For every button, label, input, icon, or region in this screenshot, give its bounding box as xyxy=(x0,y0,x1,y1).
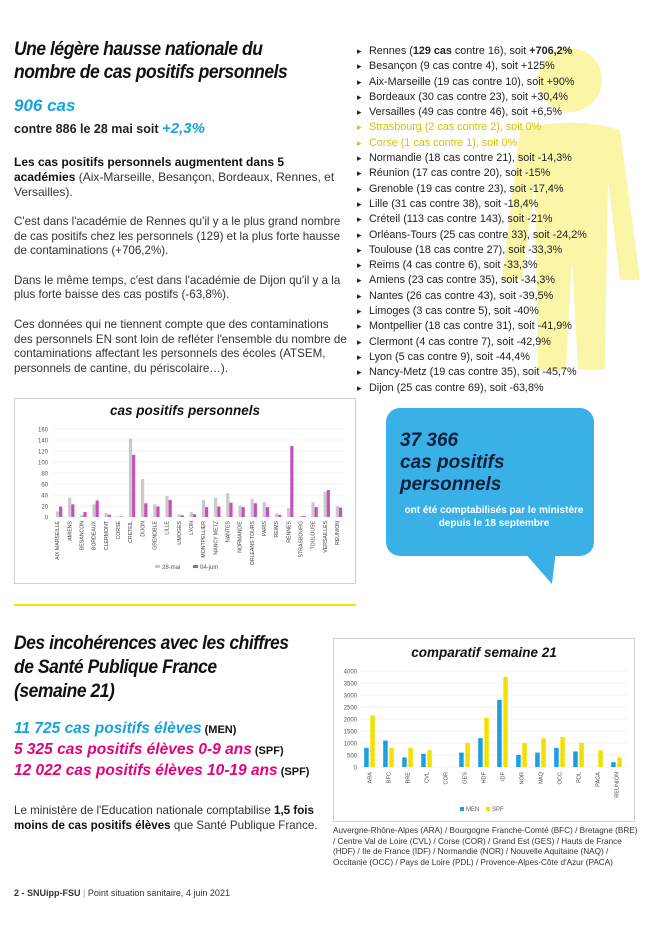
chart-title: comparatif semaine 21 xyxy=(411,645,557,660)
bar xyxy=(327,490,330,517)
x-tick-label: LILLE xyxy=(164,521,171,535)
bar xyxy=(92,504,95,517)
bar xyxy=(315,507,318,517)
x-tick-label: PARIS xyxy=(261,521,268,537)
bar xyxy=(459,753,464,767)
total-cases: 906 cas xyxy=(14,96,76,115)
x-tick-label: HDF xyxy=(481,772,488,784)
legend-label: MEN xyxy=(466,807,480,813)
bar xyxy=(96,501,99,518)
bar xyxy=(408,748,413,767)
bar xyxy=(287,508,290,517)
x-tick-label: VERSAILLES xyxy=(322,521,329,553)
bar xyxy=(165,496,168,517)
bar xyxy=(617,757,622,767)
bar xyxy=(214,498,217,517)
bar xyxy=(503,677,508,767)
bar xyxy=(202,500,205,517)
y-tick-label: 60 xyxy=(41,482,48,489)
bar xyxy=(611,762,616,767)
footer-separator: | xyxy=(83,888,88,898)
bar xyxy=(156,507,159,517)
x-tick-label: ORLEANS TOURS xyxy=(249,521,256,566)
legend-label: SPF xyxy=(492,807,504,813)
bar xyxy=(129,438,132,517)
x-tick-label: COR xyxy=(443,772,450,785)
x-tick-label: BRE xyxy=(405,772,412,784)
list-item: ▸ Bordeaux (30 cas contre 23), soit +30,4% xyxy=(357,90,647,105)
x-tick-label: REUNION xyxy=(334,521,341,545)
bar xyxy=(522,743,527,767)
bar xyxy=(554,748,559,767)
bubble-number: 37 366 xyxy=(400,430,459,451)
chart-canvas xyxy=(334,639,634,821)
bar xyxy=(311,502,314,517)
list-item: ▸ Normandie (18 cas contre 21), soit -14,3% xyxy=(357,151,647,166)
bar xyxy=(290,446,293,517)
list-item: ▸ Lille (31 cas contre 38), soit -18,4% xyxy=(357,197,647,212)
y-tick-label: 40 xyxy=(41,493,48,500)
highlight-bubble xyxy=(386,408,594,556)
y-tick-label: 3500 xyxy=(343,681,357,688)
paragraph-3: Dans le même temps, c'est dans l'académie de Dijon qu'il y a la plus forte baisse des cas postifs (-63,8%). xyxy=(14,273,341,302)
y-tick-label: 1000 xyxy=(343,741,357,748)
x-tick-label: BESANCON xyxy=(79,521,86,551)
x-tick-label: BORDEAUX xyxy=(91,521,98,551)
paragraph-1-rest: (Aix-Marseille, Besançon, Bordeaux, Rennes, et Versailles). xyxy=(14,170,335,199)
bar xyxy=(383,741,388,767)
legend-label: 04-juin xyxy=(200,565,219,571)
y-tick-label: 120 xyxy=(37,449,48,456)
list-item: ▸ Amiens (23 cas contre 35), soit -34,3% xyxy=(357,273,647,288)
chart-canvas xyxy=(15,399,355,583)
x-tick-label: STRASBOURG xyxy=(298,521,305,558)
stat-value: 11 725 cas positifs élèves xyxy=(14,720,202,737)
academy-cases: 129 cas xyxy=(412,45,452,57)
bar xyxy=(336,506,339,517)
x-tick-label: NANTES xyxy=(225,521,232,543)
y-tick-label: 140 xyxy=(37,438,48,445)
bar xyxy=(478,738,483,767)
list-item: ▸ Nantes (26 cas contre 43), soit -39,5% xyxy=(357,289,647,304)
bar xyxy=(229,503,232,517)
x-tick-label: MONTPELLIER xyxy=(201,521,208,558)
bar xyxy=(153,504,156,517)
footer xyxy=(14,888,230,898)
x-tick-label: PDL xyxy=(576,772,583,783)
title-line: nombre de cas positifs personnels xyxy=(14,62,288,83)
list-item: ▸ Montpellier (18 cas contre 31), soit -41,9% xyxy=(357,319,647,334)
bar xyxy=(120,516,123,517)
bar xyxy=(68,498,71,517)
list-item: ▸ Besançon (9 cas contre 4), soit +125% xyxy=(357,59,647,74)
bar xyxy=(59,507,62,517)
y-tick-label: 500 xyxy=(346,753,357,760)
bar xyxy=(141,479,144,517)
bar xyxy=(193,514,196,517)
x-tick-label: AMIENS xyxy=(67,521,74,541)
bar xyxy=(402,757,407,767)
bar xyxy=(254,503,257,517)
y-tick-label: 3000 xyxy=(343,693,357,700)
conclusion-text: que Santé Publique France. xyxy=(170,818,318,832)
y-tick-label: 160 xyxy=(37,427,48,434)
title-line: Des incohérences avec les chiffres xyxy=(14,633,289,654)
list-item xyxy=(357,44,647,59)
chart-comparatif xyxy=(333,638,635,822)
paragraphs xyxy=(14,155,347,376)
y-tick-label: 2500 xyxy=(343,705,357,712)
x-tick-label: GRENOBLE xyxy=(152,521,159,550)
section2-title xyxy=(14,632,345,704)
footer-text: Point situation sanitaire, 4 juin 2021 xyxy=(87,888,230,898)
bar xyxy=(242,507,245,517)
comparison-line xyxy=(14,120,205,137)
stat-source: (SPF) xyxy=(251,745,284,757)
bar xyxy=(71,504,74,517)
bar xyxy=(339,508,342,517)
bar xyxy=(427,750,432,767)
list-item: ▸ Versailles (49 cas contre 46), soit +6,5% xyxy=(357,105,647,120)
list-item: ▸ Grenoble (19 cas contre 23), soit -17,4% xyxy=(357,182,647,197)
bar xyxy=(205,507,208,517)
list-item: ▸ Lyon (5 cas contre 9), soit -44,4% xyxy=(357,350,647,365)
comparison-percent: +2,3% xyxy=(162,120,205,137)
x-tick-label: PACA xyxy=(595,772,602,787)
y-tick-label: 0 xyxy=(353,765,357,772)
x-tick-label: REUNION xyxy=(614,772,621,798)
bar xyxy=(169,500,172,517)
bar xyxy=(80,515,83,517)
bar xyxy=(370,715,375,767)
x-tick-label: IDF xyxy=(500,772,507,782)
bubble-headline xyxy=(400,430,505,496)
conclusion-paragraph xyxy=(14,804,332,833)
x-tick-label: BFC xyxy=(386,772,393,784)
bubble-subtext: ont été comptabilisés par le ministère depuis le 18 septembre xyxy=(404,505,584,529)
x-tick-label: GES xyxy=(462,772,469,784)
bar xyxy=(132,455,135,517)
academy-percent: +706,2% xyxy=(529,45,573,57)
bar xyxy=(83,512,86,517)
conclusion-text: Le ministère de l'Education nationale comptabilise xyxy=(14,804,275,817)
bar xyxy=(324,492,327,517)
footer-page: 2 - SNUipp-FSU xyxy=(14,888,81,898)
legend-swatch xyxy=(460,807,464,811)
bar xyxy=(421,754,426,767)
x-tick-label: DIJON xyxy=(140,521,147,537)
x-tick-label: CRETEIL xyxy=(128,521,135,543)
list-item: ▸ Toulouse (18 cas contre 27), soit -33,3% xyxy=(357,243,647,258)
x-tick-label: CORSE xyxy=(115,521,122,540)
bubble-line: personnels xyxy=(400,474,502,495)
x-tick-label: NORMANDIE xyxy=(237,521,244,553)
list-item: ▸ Aix-Marseille (19 cas contre 10), soit +90% xyxy=(357,75,647,90)
stats-block xyxy=(14,720,309,783)
academy-name: Rennes xyxy=(369,45,407,57)
bar xyxy=(263,502,266,517)
bar xyxy=(598,750,603,767)
stat-spf-0-9 xyxy=(14,741,309,762)
y-tick-label: 1500 xyxy=(343,729,357,736)
bar xyxy=(181,515,184,517)
bar xyxy=(497,700,502,767)
x-tick-label: NOR xyxy=(519,772,526,785)
bar xyxy=(266,507,269,517)
x-tick-label: ARA xyxy=(367,772,374,784)
stat-value: 12 022 cas positifs élèves 10-19 ans xyxy=(14,762,278,779)
legend-swatch xyxy=(155,565,160,568)
chart-personnels xyxy=(14,398,356,584)
x-tick-label: TOULOUSE xyxy=(310,521,317,550)
y-tick-label: 2000 xyxy=(343,717,357,724)
stat-men xyxy=(14,720,309,741)
academy-detail: ( xyxy=(406,45,413,57)
bar xyxy=(226,493,229,517)
legend-label: 28-mai xyxy=(162,565,181,571)
y-tick-label: 80 xyxy=(41,471,48,478)
x-tick-label: REIMS xyxy=(274,521,281,538)
list-item: ▸ Nancy-Metz (19 cas contre 35), soit -45,7% xyxy=(357,365,647,380)
paragraph-1-bold: Les cas positifs personnels augmentent dans 5 académies xyxy=(14,155,285,184)
y-tick-label: 100 xyxy=(37,460,48,467)
bar xyxy=(275,514,278,517)
bar xyxy=(238,505,241,517)
bubble-line: cas positifs xyxy=(400,452,505,473)
paragraph-4: Ces données qui ne tiennent compte que des contaminations des personnels EN sont loin de refléter l'ensemble du nombre de contaminations affectant les personnels des écoles (ATSEM, personnels de cantine, du périscolaire…). xyxy=(14,317,347,375)
section-divider xyxy=(14,604,356,606)
legend-swatch xyxy=(486,807,490,811)
y-tick-label: 4000 xyxy=(343,669,357,676)
title-line: de Santé Publique France xyxy=(14,657,217,678)
x-tick-label: NAQ xyxy=(538,772,545,785)
stat-source: (SPF) xyxy=(277,766,310,778)
x-tick-label: RENNES xyxy=(286,521,293,543)
title-line: Une légère hausse nationale du xyxy=(14,39,263,60)
bar xyxy=(579,743,584,767)
bar xyxy=(535,753,540,767)
x-tick-label: OCC xyxy=(557,772,564,785)
bar xyxy=(516,755,521,767)
bar xyxy=(573,751,578,767)
legend-swatch xyxy=(193,565,198,568)
x-tick-label: LYON xyxy=(188,521,195,535)
bar xyxy=(302,516,305,517)
region-legend: Auvergne-Rhône-Alpes (ARA) / Bourgogne Franche-Comté (BFC) / Bretagne (BRE) / Centre Val de Loire (CVL) / Corse (COR) / Grand Est (GES) / Hauts de France (HDF) / Ile de France (IDF) / Normandie (NOR) / Nouvelle Aquitaine (NAQ) / Occitanie (OCC) / Pays de Loire (PDL) / Provence-Alpes-Côte d'Azur (PACA) xyxy=(333,826,638,867)
list-item: ▸ Strasbourg (2 cas contre 2), soit 0% xyxy=(357,120,647,135)
bar xyxy=(190,512,193,517)
bar xyxy=(389,748,394,767)
academies-list xyxy=(357,44,647,396)
list-item: ▸ Réunion (17 cas contre 20), soit -15% xyxy=(357,166,647,181)
x-tick-label: LIMOGES xyxy=(176,521,183,545)
x-tick-label: AIX MARSEILLE xyxy=(55,521,62,560)
stat-value: 5 325 cas positifs élèves 0-9 ans xyxy=(14,741,252,758)
list-item: ▸ Orléans-Tours (25 cas contre 33), soit -24,2% xyxy=(357,228,647,243)
bar xyxy=(108,515,111,517)
bar xyxy=(465,743,470,767)
bar xyxy=(217,507,220,517)
bar xyxy=(251,499,254,517)
y-tick-label: 20 xyxy=(41,504,48,511)
list-item: ▸ Limoges (3 cas contre 5), soit -40% xyxy=(357,304,647,319)
y-tick-label: 0 xyxy=(44,515,48,522)
list-item: ▸ Dijon (25 cas contre 69), soit -63,8% xyxy=(357,381,647,396)
paragraph-2: C'est dans l'académie de Rennes qu'il y a le plus grand nombre de cas positifs chez les personnels (129) et la plus forte hausse de contaminations (+706,2%). xyxy=(14,215,341,258)
section-title xyxy=(14,38,345,84)
bar xyxy=(541,738,546,767)
bar xyxy=(560,737,565,767)
bar xyxy=(56,512,59,518)
title-line: (semaine 21) xyxy=(14,681,115,702)
x-tick-label: CLERMONT xyxy=(103,521,110,551)
conclusion-bold: 1,5 fois moins de cas positifs élèves xyxy=(14,804,314,832)
list-item: ▸ Corse (1 cas contre 1), soit 0% xyxy=(357,136,647,151)
comparison-text: contre 886 le 28 mai soit xyxy=(14,122,159,136)
bar xyxy=(178,514,181,517)
paragraph-1 xyxy=(14,155,347,200)
x-tick-label: NANCY METZ xyxy=(213,521,220,555)
academy-detail: contre 16), soit xyxy=(451,45,530,57)
list-item: ▸ Clermont (4 cas contre 7), soit -42,9% xyxy=(357,335,647,350)
x-tick-label: CVL xyxy=(424,772,431,783)
bar xyxy=(105,513,108,517)
bar xyxy=(278,515,281,517)
bar xyxy=(364,748,369,767)
bar xyxy=(484,718,489,767)
bar xyxy=(144,503,147,517)
stat-source: (MEN) xyxy=(201,724,237,736)
chart-title: cas positifs personnels xyxy=(109,403,261,418)
bar xyxy=(117,516,120,517)
stat-spf-10-19 xyxy=(14,762,309,783)
bar xyxy=(299,516,302,517)
list-item: ▸ Créteil (113 cas contre 143), soit -21% xyxy=(357,212,647,227)
list-item: ▸ Reims (4 cas contre 6), soit -33,3% xyxy=(357,258,647,273)
